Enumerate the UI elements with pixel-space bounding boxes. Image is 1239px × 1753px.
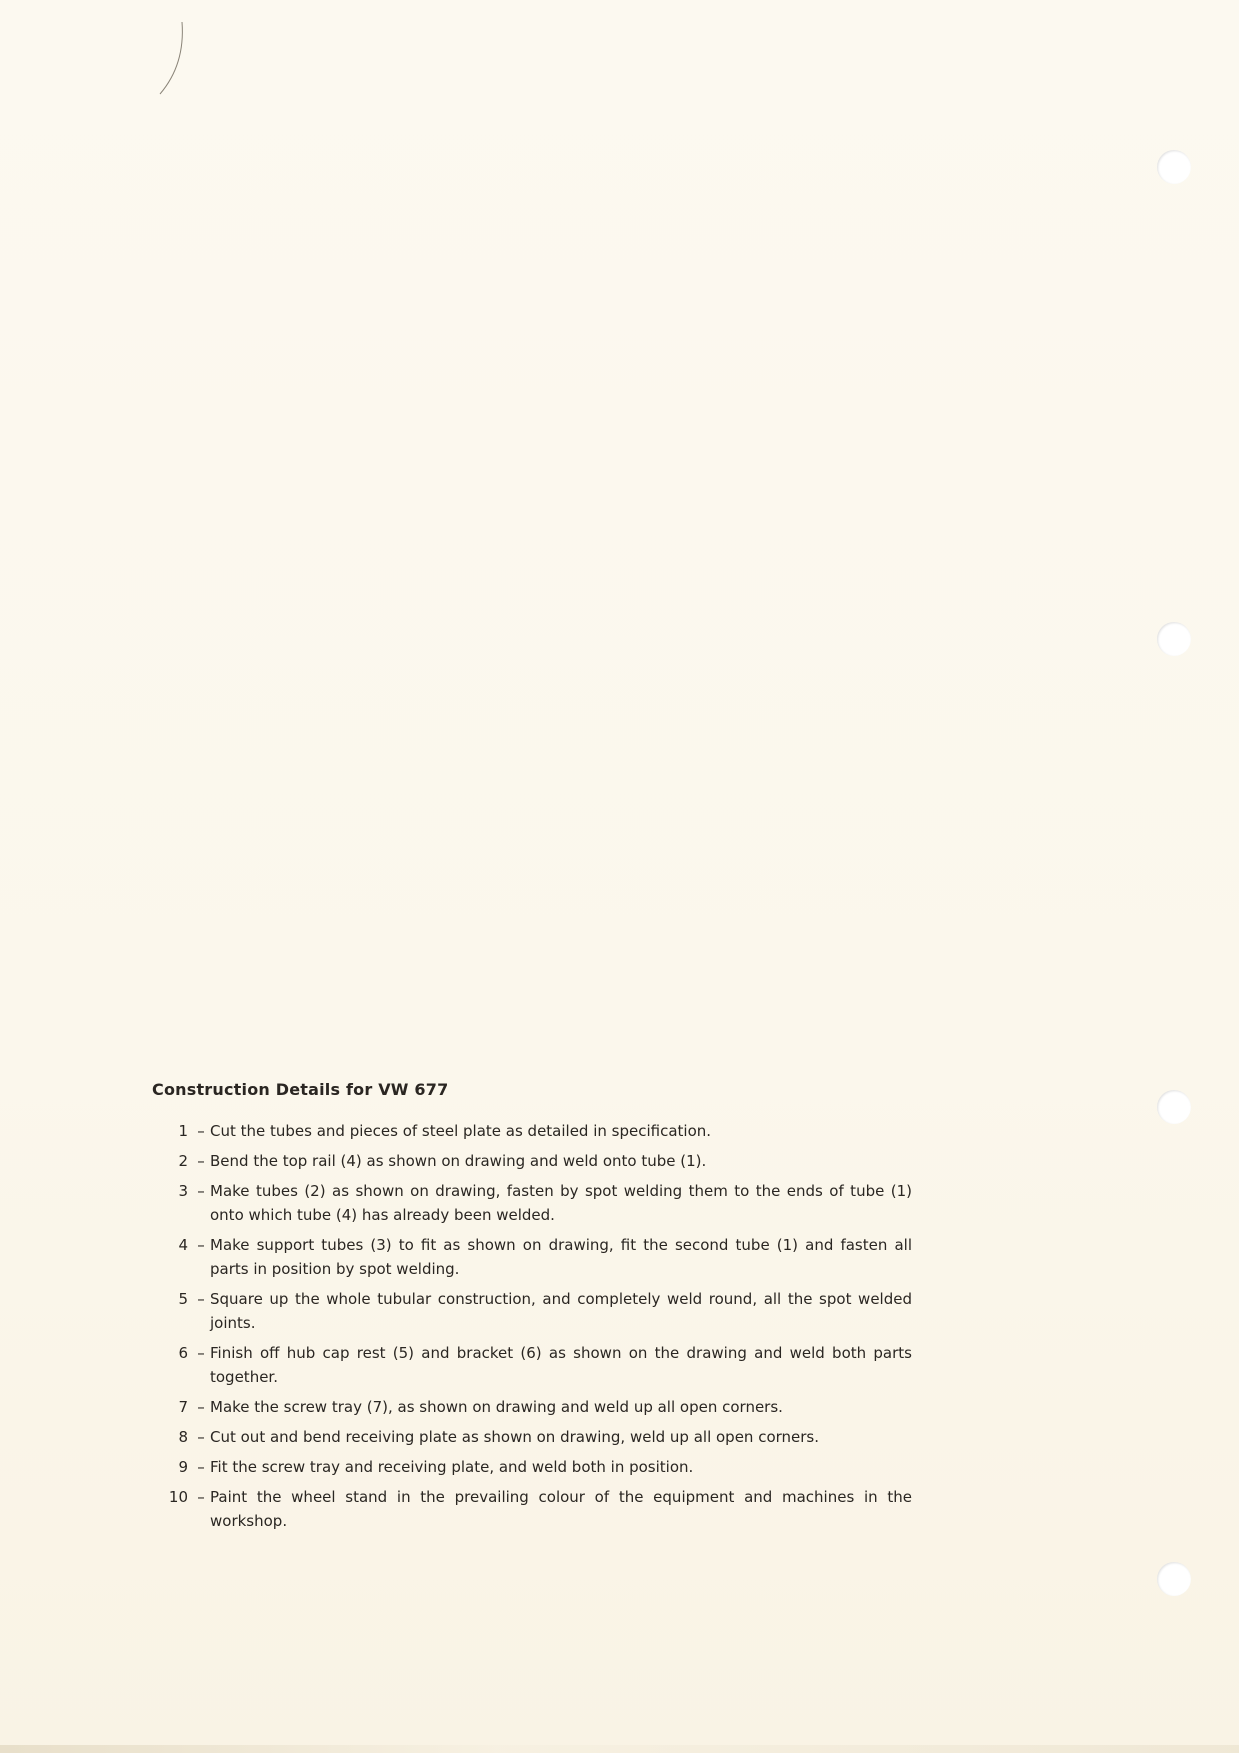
list-item [152, 1395, 912, 1419]
step-text: Finish off hub cap rest (5) and bracket (6) as shown on the drawing and weld both parts together. [210, 1344, 912, 1386]
step-text: Make the screw tray (7), as shown on drawing and weld up all open corners. [210, 1398, 783, 1416]
step-text: Make support tubes (3) to fit as shown on drawing, fit the second tube (1) and fasten all parts in position by spot welding. [210, 1236, 912, 1278]
step-text: Cut out and bend receiving plate as shown on drawing, weld up all open corners. [210, 1428, 820, 1446]
list-item [152, 1119, 912, 1143]
step-dash: – [197, 1398, 205, 1416]
list-item [152, 1485, 912, 1533]
step-number: 9 [178, 1458, 188, 1476]
punch-hole-icon [1157, 1090, 1191, 1124]
punch-hole-icon [1157, 622, 1191, 656]
punch-hole-icon [1157, 1562, 1191, 1596]
step-text: Cut the tubes and pieces of steel plate as detailed in specification. [210, 1122, 712, 1140]
page-title: Construction Details for VW 677 [152, 1080, 449, 1099]
step-dash: – [197, 1182, 205, 1200]
step-number: 2 [178, 1152, 188, 1170]
step-dash: – [197, 1152, 205, 1170]
step-number: 5 [178, 1290, 188, 1308]
step-number: 7 [178, 1398, 188, 1416]
step-dash: – [197, 1236, 205, 1254]
list-item [152, 1455, 912, 1479]
step-number: 3 [178, 1182, 188, 1200]
punch-hole-icon [1157, 150, 1191, 184]
list-item [152, 1287, 912, 1335]
step-text: Square up the whole tubular construction, and completely weld round, all the spot welded joints. [210, 1290, 912, 1332]
list-item [152, 1179, 912, 1227]
step-dash: – [197, 1122, 205, 1140]
steps-list [152, 1119, 912, 1533]
step-dash: – [197, 1458, 205, 1476]
pencil-mark-icon [150, 18, 190, 98]
step-text: Make tubes (2) as shown on drawing, fasten by spot welding them to the ends of tube (1) onto which tube (4) has already been welded. [210, 1182, 912, 1224]
step-number: 8 [178, 1428, 188, 1446]
list-item [152, 1149, 912, 1173]
step-number: 10 [168, 1488, 188, 1506]
page-bottom-edge [0, 1745, 1239, 1753]
list-item [152, 1425, 912, 1449]
step-dash: – [197, 1488, 205, 1506]
list-item [152, 1233, 912, 1281]
construction-details [152, 1080, 912, 1539]
step-text: Fit the screw tray and receiving plate, and weld both in position. [210, 1458, 694, 1476]
step-number: 4 [178, 1236, 188, 1254]
step-text: Bend the top rail (4) as shown on drawing and weld onto tube (1). [210, 1152, 707, 1170]
step-number: 6 [178, 1344, 188, 1362]
step-dash: – [197, 1344, 205, 1362]
list-item [152, 1341, 912, 1389]
step-number: 1 [178, 1122, 188, 1140]
step-text: Paint the wheel stand in the prevailing colour of the equipment and machines in the workshop. [210, 1488, 912, 1530]
step-dash: – [197, 1290, 205, 1308]
step-dash: – [197, 1428, 205, 1446]
